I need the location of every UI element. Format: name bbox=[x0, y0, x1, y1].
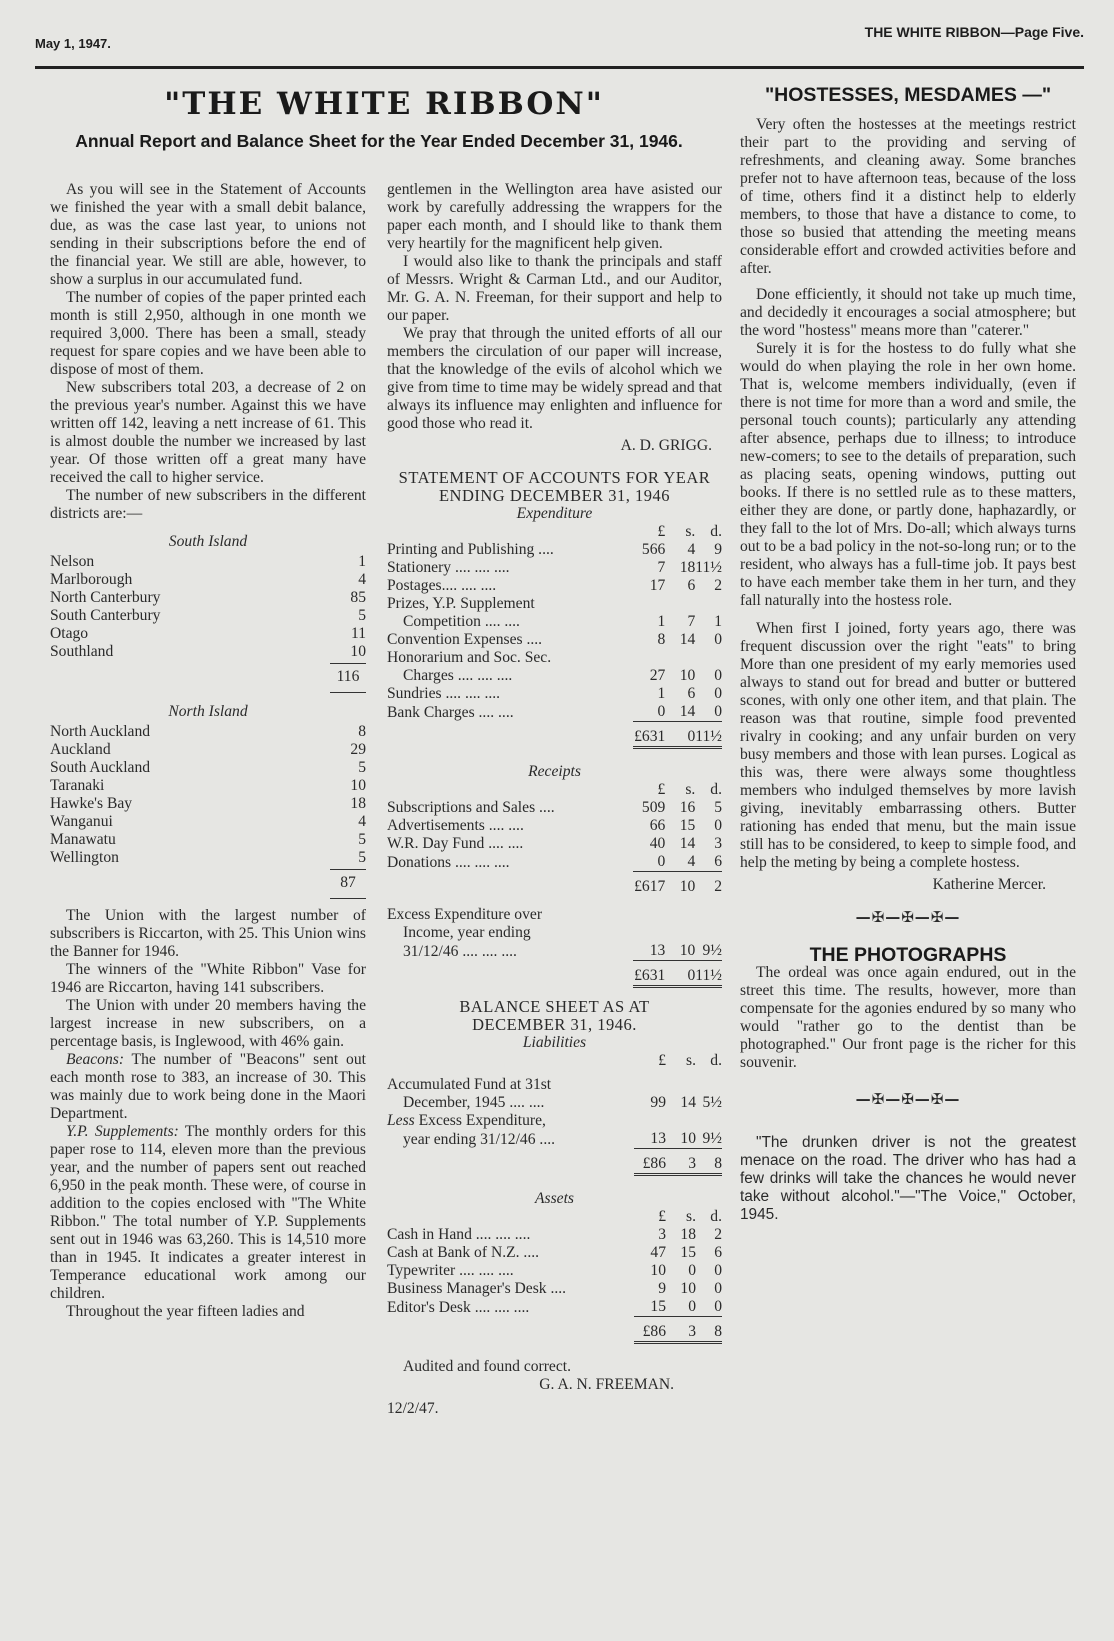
amount-c: 5 bbox=[714, 799, 722, 816]
amount-a: 1 bbox=[657, 613, 666, 630]
account-row bbox=[387, 667, 722, 685]
signature: Katherine Mercer. bbox=[932, 876, 1046, 893]
closing-quote: "The drunken driver is not the greatest menace on the road. The driver who has had a few drinks will take the chances he would never take without alcohol."—"The Voice," October, 1945. bbox=[740, 1134, 1076, 1223]
district-row bbox=[50, 589, 366, 607]
excess-line: 31/12/46 .... .... .... bbox=[403, 942, 517, 960]
amount-c: 1 bbox=[714, 613, 722, 630]
district-count: 29 bbox=[350, 741, 366, 758]
amount-a: 10 bbox=[650, 1262, 666, 1279]
expenditure-total: £631 0 11½ bbox=[387, 722, 722, 748]
amount-c: 0 bbox=[714, 685, 722, 702]
district-total-north: 87 bbox=[50, 869, 366, 899]
amount-c: 0 bbox=[714, 631, 722, 648]
district-count: 11 bbox=[350, 625, 366, 642]
issue-date: May 1, 1947. bbox=[35, 36, 111, 51]
audit-note: Audited and found correct. bbox=[403, 1358, 572, 1375]
expenditure-table: £ s. d. Printing and Publishing .... 566 4 9 Stationery .... .... .... 7 18 11½ Postages.... .... .... 17 6 2 Prizes, Y.P. Supplement Competition .... .... 1 7 1 Convention Expenses .... 8 14 0 Honorarium and Soc. Sec. Charges .... .... .... 27 10 0 Sundries .... .... .... 1 6 0 Bank Charges .... .... 0 14 0 £631 0 11½ bbox=[387, 523, 722, 749]
district-row bbox=[50, 607, 366, 625]
paragraph: I would also like to thank the principals and staff of Messrs. Wright & Carman Ltd., and our Auditor, Mr. G. A. N. Freeman, for their support and help to our paper. bbox=[387, 253, 722, 324]
district-count: 5 bbox=[358, 607, 366, 624]
photographs-title: THE PHOTOGRAPHS bbox=[809, 944, 1007, 966]
assets-table: £ s. d. Cash in Hand .... .... .... 3 18 2 Cash at Bank of N.Z. .... 47 15 6 Typewriter .... .... .... 10 0 0 Business Manager's Desk .... 9 10 0 Editor's Desk .... .... .... 15 0 0 £86 3 8 bbox=[387, 1208, 722, 1344]
amount-b: 14 bbox=[679, 835, 696, 852]
amount-c: 2 bbox=[714, 577, 722, 594]
receipts-heading: Receipts bbox=[528, 763, 581, 780]
account-label: Convention Expenses .... bbox=[387, 631, 543, 648]
amount-b: 15 bbox=[680, 1244, 696, 1261]
paragraph: Y.P. Supplements: The monthly orders for this paper rose to 114, eleven more than the previous year, and the number of papers sent out reached 6,950 in the peak month. These were, of course in addition to the copies enclosed with "The White Ribbon." The total number of Y.P. Supplements sent out in 1946 was 63,260. This is 14,510 more than in 1945. It indicates a greater interest in Temperance educational work among our children. bbox=[50, 1123, 366, 1302]
amount-b: 14 bbox=[679, 703, 696, 720]
account-row bbox=[387, 835, 722, 853]
receipts-table: £ s. d. Subscriptions and Sales .... 509 16 5 Advertisements .... .... 66 15 0 W.R. Day Fund .... .... 40 14 3 Donations .... .... .... 0 4 6 £617 10 2 Excess Expenditure over Income, year ending 31/12/46 .... .... .... 13 10 9½ £631 0 11½ bbox=[387, 781, 722, 988]
excess-line: Income, year ending bbox=[403, 924, 531, 941]
amount-a: 7 bbox=[657, 559, 666, 576]
account-row bbox=[387, 853, 722, 872]
amount-b: 10 bbox=[680, 1280, 696, 1297]
amount-a bbox=[633, 649, 665, 667]
amount-c: 0 bbox=[714, 1298, 722, 1315]
account-row bbox=[387, 613, 722, 631]
amount-c: 0 bbox=[714, 817, 722, 834]
district-count: 5 bbox=[358, 849, 366, 866]
district-name: North Canterbury bbox=[50, 589, 161, 606]
amount-c: 9 bbox=[714, 541, 722, 558]
amount-c: 0 bbox=[714, 703, 722, 720]
district-name: Auckland bbox=[50, 741, 111, 758]
liabilities-table: £ s. d. Accumulated Fund at 31st December, 1945 .... .... 99 14 5½ Less Excess Expenditure, year ending 31/12/46 .... 13 10 9½ £86 3 8 bbox=[387, 1052, 722, 1176]
account-label: Advertisements .... .... bbox=[387, 817, 524, 834]
account-row bbox=[387, 703, 722, 722]
column-middle bbox=[387, 181, 722, 1418]
amount-a: 1 bbox=[657, 685, 666, 702]
amount-a: 566 bbox=[641, 541, 666, 558]
receipts-subtotal: £617 10 2 bbox=[387, 872, 722, 897]
page-header bbox=[35, 24, 1084, 54]
amount-b: 15 bbox=[679, 817, 696, 834]
assets-total: £86 3 8 bbox=[387, 1317, 722, 1343]
district-count: 5 bbox=[358, 831, 366, 848]
account-label: Charges .... .... .... bbox=[403, 667, 513, 684]
account-label: Cash in Hand .... .... .... bbox=[387, 1226, 531, 1243]
account-label: Donations .... .... .... bbox=[387, 853, 510, 871]
running-head: THE WHITE RIBBON—Page Five. bbox=[864, 24, 1084, 40]
divider-ornament: —✠—✠—✠— bbox=[855, 1090, 961, 1108]
account-label: Subscriptions and Sales .... bbox=[387, 799, 555, 816]
account-row bbox=[387, 1298, 722, 1317]
account-row bbox=[387, 1244, 722, 1262]
amount-b: 0 bbox=[688, 1298, 696, 1315]
account-label: Printing and Publishing .... bbox=[387, 541, 554, 558]
paragraph: As you will see in the Statement of Accounts we finished the year with a small debit balance, due, as was the case last year, to unions not sending in their subscriptions before the end of the financial year. We still are able, however, to show a surplus in our accumulated fund. bbox=[50, 181, 366, 288]
district-name: South Auckland bbox=[50, 759, 151, 776]
column-left bbox=[50, 181, 366, 1321]
district-name: Nelson bbox=[50, 553, 95, 570]
district-heading-south: South Island bbox=[168, 533, 248, 550]
account-row bbox=[387, 649, 722, 667]
amount-c: 11½ bbox=[695, 559, 722, 576]
amount-c: 0 bbox=[714, 1262, 722, 1279]
amount-a: 0 bbox=[657, 853, 666, 870]
district-row bbox=[50, 643, 366, 661]
account-label: Postages.... .... .... bbox=[387, 577, 497, 594]
amount-b: 4 bbox=[687, 541, 696, 558]
district-row bbox=[50, 759, 366, 777]
account-row bbox=[387, 817, 722, 835]
district-count: 1 bbox=[358, 553, 366, 570]
district-row bbox=[50, 777, 366, 795]
district-count: 8 bbox=[358, 723, 366, 740]
account-row bbox=[387, 799, 722, 817]
header-rule bbox=[35, 66, 1084, 69]
account-row bbox=[387, 559, 722, 577]
auditor-signature: G. A. N. FREEMAN. bbox=[539, 1376, 674, 1393]
district-row bbox=[50, 795, 366, 813]
account-row bbox=[387, 1226, 722, 1244]
district-row bbox=[50, 831, 366, 849]
account-row bbox=[387, 541, 722, 559]
amount-b: 4 bbox=[687, 853, 696, 870]
district-name: Marlborough bbox=[50, 571, 133, 588]
amount-a: 15 bbox=[650, 1298, 666, 1315]
paragraph: The number of new subscribers in the different districts are:— bbox=[50, 487, 366, 522]
paragraph: Very often the hostesses at the meetings restrict their part to the providing and serving of refreshments, and cleaning away. Some branches prefer not to have afternoon teas, because of the loss of time, others find it a distinct help to elderly members, to those that have a distance to come, to those so busied that attending the meeting means considerable effort and crowded activities before and after. bbox=[740, 116, 1076, 277]
district-table-north bbox=[50, 723, 366, 867]
account-label: Sundries .... .... .... bbox=[387, 685, 501, 702]
account-row bbox=[387, 631, 722, 649]
district-name: Manawatu bbox=[50, 831, 116, 848]
district-count: 10 bbox=[350, 643, 366, 660]
account-row bbox=[387, 595, 722, 613]
district-row bbox=[50, 813, 366, 831]
paragraph: Surely it is for the hostess to do fully what she would do when playing the role in her own home. That is, welcome members individually, (even if there is not time for more than a word and smile, the personal touch counts); particularly any attending after absence, perhaps due to illness; to introduce new-comers; to see to the details of preparation, such as placing seats, opening windows, putting out books. If there is no settled rule as to these matters, either they are done, or partly done, haphazardly, or they fall to the lot of Mrs. Do-all; which always turns out to be a bad policy in the not-so-long run; or to the resident, who always has a full-time job. It pays best to have each member take them in her turn, and they fall naturally into the hostess role. bbox=[740, 340, 1076, 609]
account-label: Honorarium and Soc. Sec. bbox=[387, 649, 552, 666]
district-name: North Auckland bbox=[50, 723, 151, 740]
receipts-total: £631 0 11½ bbox=[387, 961, 722, 987]
paragraph: The Union with the largest number of subscribers is Riccarton, with 25. This Union wins the Banner for 1946. bbox=[50, 907, 366, 960]
amount-b bbox=[665, 649, 695, 667]
district-name: Southland bbox=[50, 643, 114, 660]
amount-a: 9 bbox=[658, 1280, 666, 1297]
amount-c: 3 bbox=[714, 835, 722, 852]
amount-b: 18 bbox=[680, 1226, 696, 1243]
amount-a: 47 bbox=[650, 1244, 666, 1261]
district-row bbox=[50, 571, 366, 589]
amount-b: 6 bbox=[687, 685, 696, 702]
paragraph: Throughout the year fifteen ladies and bbox=[66, 1303, 305, 1320]
audit-date: 12/2/47. bbox=[387, 1400, 439, 1417]
lead-in: Y.P. Supplements: bbox=[66, 1123, 179, 1140]
paragraph: The ordeal was once again endured, out in the street this time. The results, however, more than compensate for the agonies endured by so many who would "rather go to the dentist than be photographed." Our front page is the richer for this souvenir. bbox=[740, 964, 1076, 1071]
liabilities-heading: Liabilities bbox=[522, 1034, 587, 1051]
district-row bbox=[50, 553, 366, 571]
account-row bbox=[387, 577, 722, 595]
amount-a: 27 bbox=[649, 667, 666, 684]
amount-c bbox=[695, 649, 722, 667]
amount-c: 2 bbox=[714, 1226, 722, 1243]
amount-b: 10 bbox=[679, 667, 696, 684]
account-label: Editor's Desk .... .... .... bbox=[387, 1298, 530, 1316]
account-label: Competition .... .... bbox=[403, 613, 520, 630]
liabilities-total: £86 3 8 bbox=[387, 1149, 722, 1175]
paragraph: The winners of the "White Ribbon" Vase for 1946 are Riccarton, having 141 subscribers. bbox=[50, 961, 366, 996]
district-count: 10 bbox=[350, 777, 366, 794]
district-total-south: 116 bbox=[50, 663, 366, 693]
district-name: Hawke's Bay bbox=[50, 795, 133, 812]
district-heading-north: North Island bbox=[168, 703, 248, 720]
district-count: 85 bbox=[350, 589, 366, 606]
statement-heading: STATEMENT OF ACCOUNTS FOR YEAR ENDING DECEMBER 31, 1946 bbox=[398, 468, 711, 505]
amount-b: 18 bbox=[679, 559, 696, 576]
amount-b bbox=[665, 595, 695, 613]
district-row bbox=[50, 625, 366, 643]
amount-a: 8 bbox=[657, 631, 666, 648]
paragraph: The Union with under 20 members having the largest increase in new subscribers, on a percentage basis, is Inglewood, with 46% gain. bbox=[50, 997, 366, 1050]
article-subtitle: Annual Report and Balance Sheet for the Year Ended December 31, 1946. bbox=[75, 131, 683, 151]
amount-a: 3 bbox=[658, 1226, 666, 1243]
district-name: Otago bbox=[50, 625, 89, 642]
district-name: Taranaki bbox=[50, 777, 105, 794]
account-label: Bank Charges .... .... bbox=[387, 703, 514, 721]
amount-c bbox=[695, 595, 722, 613]
account-label: Prizes, Y.P. Supplement bbox=[387, 595, 535, 612]
amount-b: 6 bbox=[687, 577, 696, 594]
district-name: Wellington bbox=[50, 849, 119, 866]
district-row bbox=[50, 849, 366, 867]
district-count: 18 bbox=[350, 795, 366, 812]
district-count: 5 bbox=[358, 759, 366, 776]
amount-b: 14 bbox=[679, 631, 696, 648]
district-count: 4 bbox=[358, 813, 366, 830]
district-table-south bbox=[50, 553, 366, 661]
paragraph: When first I joined, forty years ago, there was frequent discussion over the right "eats" to bring More than one president of my early memories used always to stand out for bread and butter or buttered scones, with only one other item, and that plain. The reason was that routine, simple food prevented rivalry in cooking; and any unfair burden on very busy members and those with lean purses. Logical as this was, there were always some thoughtless members who indulged themselves by more lavish giving, inevitably embarrassing others. Butter rationing has ended that menu, but the main issue still has to be considered, to keep to simple food, and help the meting by being a complete hostess. bbox=[740, 620, 1076, 871]
divider-ornament: —✠—✠—✠— bbox=[855, 908, 961, 926]
paragraph: The number of copies of the paper printed each month is still 2,950, although in one month we required 3,000. There has been a small, steady request for spare copies and we have been able to dispose of most of them. bbox=[50, 289, 366, 378]
amount-c: 0 bbox=[714, 1280, 722, 1297]
amount-a: 509 bbox=[641, 799, 666, 816]
paragraph: gentlemen in the Wellington area have asisted our work by carefully addressing the wrappers for the paper each month, and I should like to thank them very heartily for the magnificent help given. bbox=[387, 181, 722, 252]
amount-c: 6 bbox=[714, 853, 722, 870]
paragraph: New subscribers total 203, a decrease of 2 on the previous year's number. Against this we have written off 142, leaving a nett increase of 61. This is almost double the number we increased by last year. Of those written off a great many have received the call to higher service. bbox=[50, 379, 366, 486]
amount-b: 16 bbox=[679, 799, 696, 816]
hostesses-title: "HOSTESSES, MESDAMES —" bbox=[764, 84, 1052, 106]
paragraph: We pray that through the united efforts of all our members the circulation of our paper will increase, that the knowledge of the evils of alcohol which we give from time to time may be widely spread and that always its influence may enlighten and influence for good those who read it. bbox=[387, 325, 722, 432]
amount-b: 0 bbox=[688, 1262, 696, 1279]
account-row bbox=[387, 1262, 722, 1280]
balance-sheet-heading: BALANCE SHEET AS AT DECEMBER 31, 1946. bbox=[459, 997, 650, 1034]
amount-a: 0 bbox=[657, 703, 666, 720]
lead-in: Beacons: bbox=[66, 1051, 125, 1068]
district-row bbox=[50, 723, 366, 741]
masthead: "THE WHITE RIBBON" bbox=[164, 86, 604, 122]
amount-a: 66 bbox=[649, 817, 666, 834]
district-name: South Canterbury bbox=[50, 607, 161, 624]
amount-a: 40 bbox=[649, 835, 666, 852]
district-row bbox=[50, 741, 366, 759]
paragraph: Done efficiently, it should not take up much time, and decidedly it encourages a social atmosphere; but the word "hostess" means more than "caterer." bbox=[740, 286, 1076, 339]
account-label: Cash at Bank of N.Z. .... bbox=[387, 1244, 540, 1261]
amount-c: 6 bbox=[714, 1244, 722, 1261]
amount-c: 0 bbox=[714, 667, 722, 684]
paragraph: Beacons: The number of "Beacons" sent out each month rose to 383, an increase of 30. This was mainly due to work being done in the Maori Department. bbox=[50, 1051, 366, 1122]
district-count: 4 bbox=[358, 571, 366, 588]
account-label: Typewriter .... .... .... bbox=[387, 1262, 514, 1279]
account-row bbox=[387, 1280, 722, 1298]
assets-heading: Assets bbox=[535, 1190, 574, 1207]
account-row bbox=[387, 685, 722, 703]
district-name: Wanganui bbox=[50, 813, 113, 830]
account-label: W.R. Day Fund .... .... bbox=[387, 835, 524, 852]
amount-a: 17 bbox=[649, 577, 666, 594]
column-right bbox=[740, 86, 1076, 1224]
expenditure-heading: Expenditure bbox=[516, 505, 593, 522]
amount-b: 7 bbox=[687, 613, 696, 630]
signature: A. D. GRIGG. bbox=[620, 437, 712, 454]
account-label: Business Manager's Desk .... bbox=[387, 1280, 567, 1297]
account-label: Stationery .... .... .... bbox=[387, 559, 510, 576]
amount-a bbox=[633, 595, 665, 613]
excess-line: Excess Expenditure over bbox=[387, 906, 543, 923]
